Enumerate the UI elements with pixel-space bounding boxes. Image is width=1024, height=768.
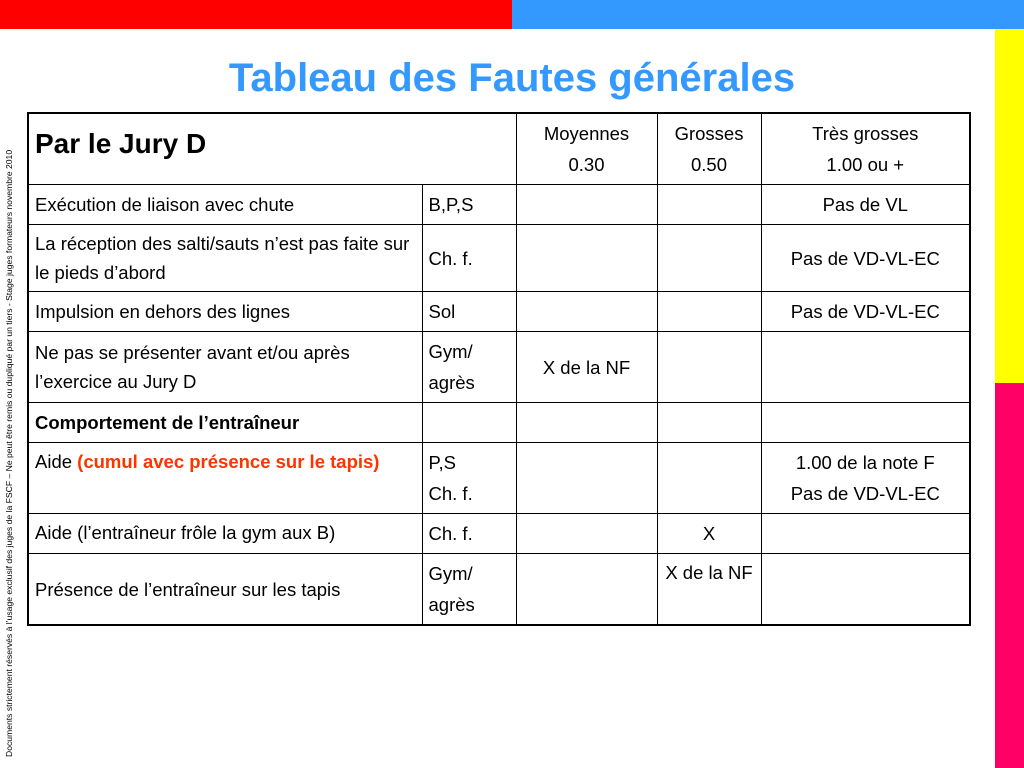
grosses-label: Grosses	[674, 123, 744, 144]
fault-text: Aide	[35, 451, 73, 472]
table-row	[28, 554, 970, 626]
jury-title: Par le Jury D	[35, 128, 207, 159]
tres-grosses-cell	[761, 332, 970, 403]
fault-cell: La réception des salti/sauts n’est pas faite sur le pieds d’abord	[28, 225, 422, 292]
fault-cell: Exécution de liaison avec chute	[28, 185, 422, 225]
tres-grosses-cell: Pas de VD-VL-EC	[761, 292, 970, 332]
grosses-cell	[657, 443, 761, 514]
tres-grosses-label: Très grosses	[812, 123, 919, 144]
apparatus-line: agrès	[428, 594, 475, 615]
fault-cell: Présence de l’entraîneur sur les tapis	[28, 554, 422, 626]
page-title: Tableau des Fautes générales	[228, 56, 796, 100]
table-row	[28, 185, 970, 225]
apparatus-cell	[422, 443, 516, 514]
header-jury-cell	[28, 113, 516, 185]
tres-grosses-cell: Pas de VD-VL-EC	[761, 225, 970, 292]
tres-grosses-value: 1.00 ou +	[826, 154, 905, 175]
grosses-cell	[657, 332, 761, 403]
table-row	[28, 225, 970, 292]
grosses-value: 0.50	[691, 154, 728, 175]
table-row	[28, 443, 970, 514]
table-row	[28, 514, 970, 554]
apparatus-cell	[422, 403, 516, 443]
table-row	[28, 403, 970, 443]
moyennes-cell	[516, 554, 657, 626]
fault-cell: Ne pas se présenter avant et/ou après l’exercice au Jury D	[28, 332, 422, 403]
tres-grosses-line: 1.00 de la note F	[795, 452, 935, 473]
grosses-cell	[657, 185, 761, 225]
moyennes-label: Moyennes	[543, 123, 630, 144]
header-moyennes-cell	[516, 113, 657, 185]
table-header-row	[28, 113, 970, 185]
grosses-cell: X	[657, 514, 761, 554]
top-bar-red	[0, 0, 512, 29]
apparatus-cell: Sol	[422, 292, 516, 332]
tres-grosses-cell	[761, 443, 970, 514]
apparatus-cell: Ch. f.	[422, 514, 516, 554]
grosses-cell: X de la NF	[657, 554, 761, 626]
apparatus-cell	[422, 554, 516, 626]
moyennes-value: 0.30	[568, 154, 605, 175]
faults-table	[27, 112, 971, 626]
fault-highlight: (cumul avec présence sur le tapis)	[77, 451, 380, 472]
top-bar-blue	[512, 0, 1024, 29]
apparatus-line: Ch. f.	[428, 483, 473, 504]
grosses-cell	[657, 292, 761, 332]
moyennes-cell: X de la NF	[516, 332, 657, 403]
section-heading-cell: Comportement de l’entraîneur	[28, 403, 422, 443]
moyennes-cell	[516, 403, 657, 443]
grosses-cell	[657, 403, 761, 443]
moyennes-cell	[516, 225, 657, 292]
apparatus-cell: Ch. f.	[422, 225, 516, 292]
apparatus-line: Gym/	[428, 563, 473, 584]
apparatus-line: agrès	[428, 372, 475, 393]
moyennes-cell	[516, 185, 657, 225]
moyennes-cell	[516, 514, 657, 554]
apparatus-cell	[422, 332, 516, 403]
tres-grosses-cell	[761, 514, 970, 554]
table-row	[28, 292, 970, 332]
tres-grosses-cell	[761, 554, 970, 626]
tres-grosses-line: Pas de VD-VL-EC	[790, 483, 940, 504]
grosses-cell	[657, 225, 761, 292]
fault-cell: Impulsion en dehors des lignes	[28, 292, 422, 332]
fault-cell: Aide (l’entraîneur frôle la gym aux B)	[28, 514, 422, 554]
apparatus-line: P,S	[428, 452, 456, 473]
apparatus-cell: B,P,S	[422, 185, 516, 225]
header-tres-grosses-cell	[761, 113, 970, 185]
side-bar-pink	[995, 383, 1024, 768]
moyennes-cell	[516, 443, 657, 514]
table-row	[28, 332, 970, 403]
header-grosses-cell	[657, 113, 761, 185]
side-note: Documents strictement réservés à l’usage exclusif des juges de la FSCF – Ne peut être remis ou dupliqué par un tiers - Stage juges formateurs novembre 2010	[4, 149, 14, 757]
fault-cell	[28, 443, 422, 514]
apparatus-line: Gym/	[428, 341, 473, 362]
tres-grosses-cell: Pas de VL	[761, 185, 970, 225]
moyennes-cell	[516, 292, 657, 332]
tres-grosses-cell	[761, 403, 970, 443]
